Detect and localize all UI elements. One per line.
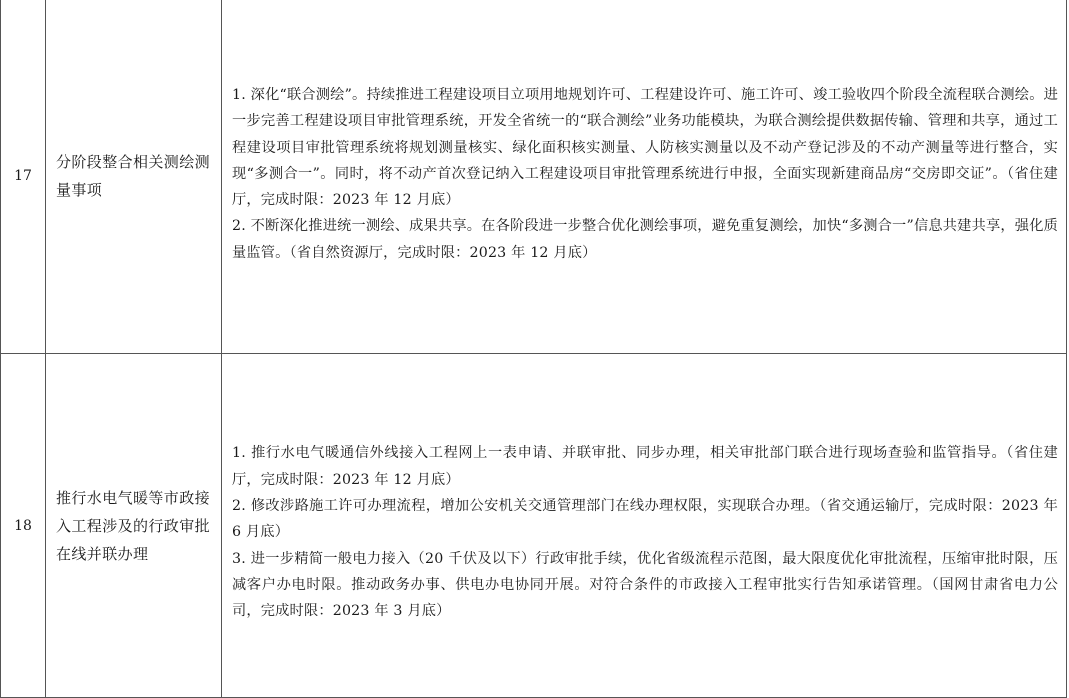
row-number: 18 <box>1 354 46 698</box>
detail-paragraph: 2. 不断深化推进统一测绘、成果共享。在各阶段进一步整合优化测绘事项，避免重复测绘，加快“多测合一”信息共建共享，强化质量监管。（省自然资源厅，完成时限：2023 年 12 月底） <box>232 218 1058 261</box>
detail-paragraph: 1. 深化“联合测绘”。持续推进工程建设项目立项用地规划许可、工程建设许可、施工许可、竣工验收四个阶段全流程联合测绘。进一步完善工程建设项目审批管理系统，开发全省统一的“联合测绘”业务功能模块，为联合测绘提供数据传输、管理和共享，通过工程建设项目审批管理系统将规划测量核实、绿化面积核实测量、人防核实测量以及不动产登记涉及的不动产测量等进行整合，实现“多测合一”。同时，将不动产首次登记纳入工程建设项目审批管理系统进行申报，全面实现新建商品房“交房即交证”。（省住建厅，完成时限：2023 年 12 月底） <box>232 86 1058 209</box>
item-name: 分阶段整合相关测绘测量事项 <box>46 0 222 354</box>
detail-paragraph: 1. 推行水电气暖通信外线接入工程网上一表申请、并联审批、同步办理，相关审批部门联合进行现场查验和监管指导。（省住建厅，完成时限：2023 年 12 月底） <box>232 445 1058 488</box>
table-row <box>1 354 1067 698</box>
item-name: 推行水电气暖等市政接入工程涉及的行政审批在线并联办理 <box>46 354 222 698</box>
detail-paragraph: 3. 进一步精简一般电力接入（20 千伏及以下）行政审批手续，优化省级流程示范图，最大限度优化审批流程，压缩审批时限，压减客户办电时限。推动政务办事、供电办电协同开展。对符合条件的市政接入工程审批实行告知承诺管理。（国网甘肃省电力公司，完成时限：2023 年 3 月底） <box>232 550 1058 620</box>
row-number: 17 <box>1 0 46 354</box>
item-details <box>222 354 1067 698</box>
detail-paragraph: 2. 修改涉路施工许可办理流程，增加公安机关交通管理部门在线办理权限，实现联合办理。（省交通运输厅，完成时限：2023 年 6 月底） <box>232 498 1058 541</box>
item-details <box>222 0 1067 354</box>
table-row <box>1 0 1067 354</box>
